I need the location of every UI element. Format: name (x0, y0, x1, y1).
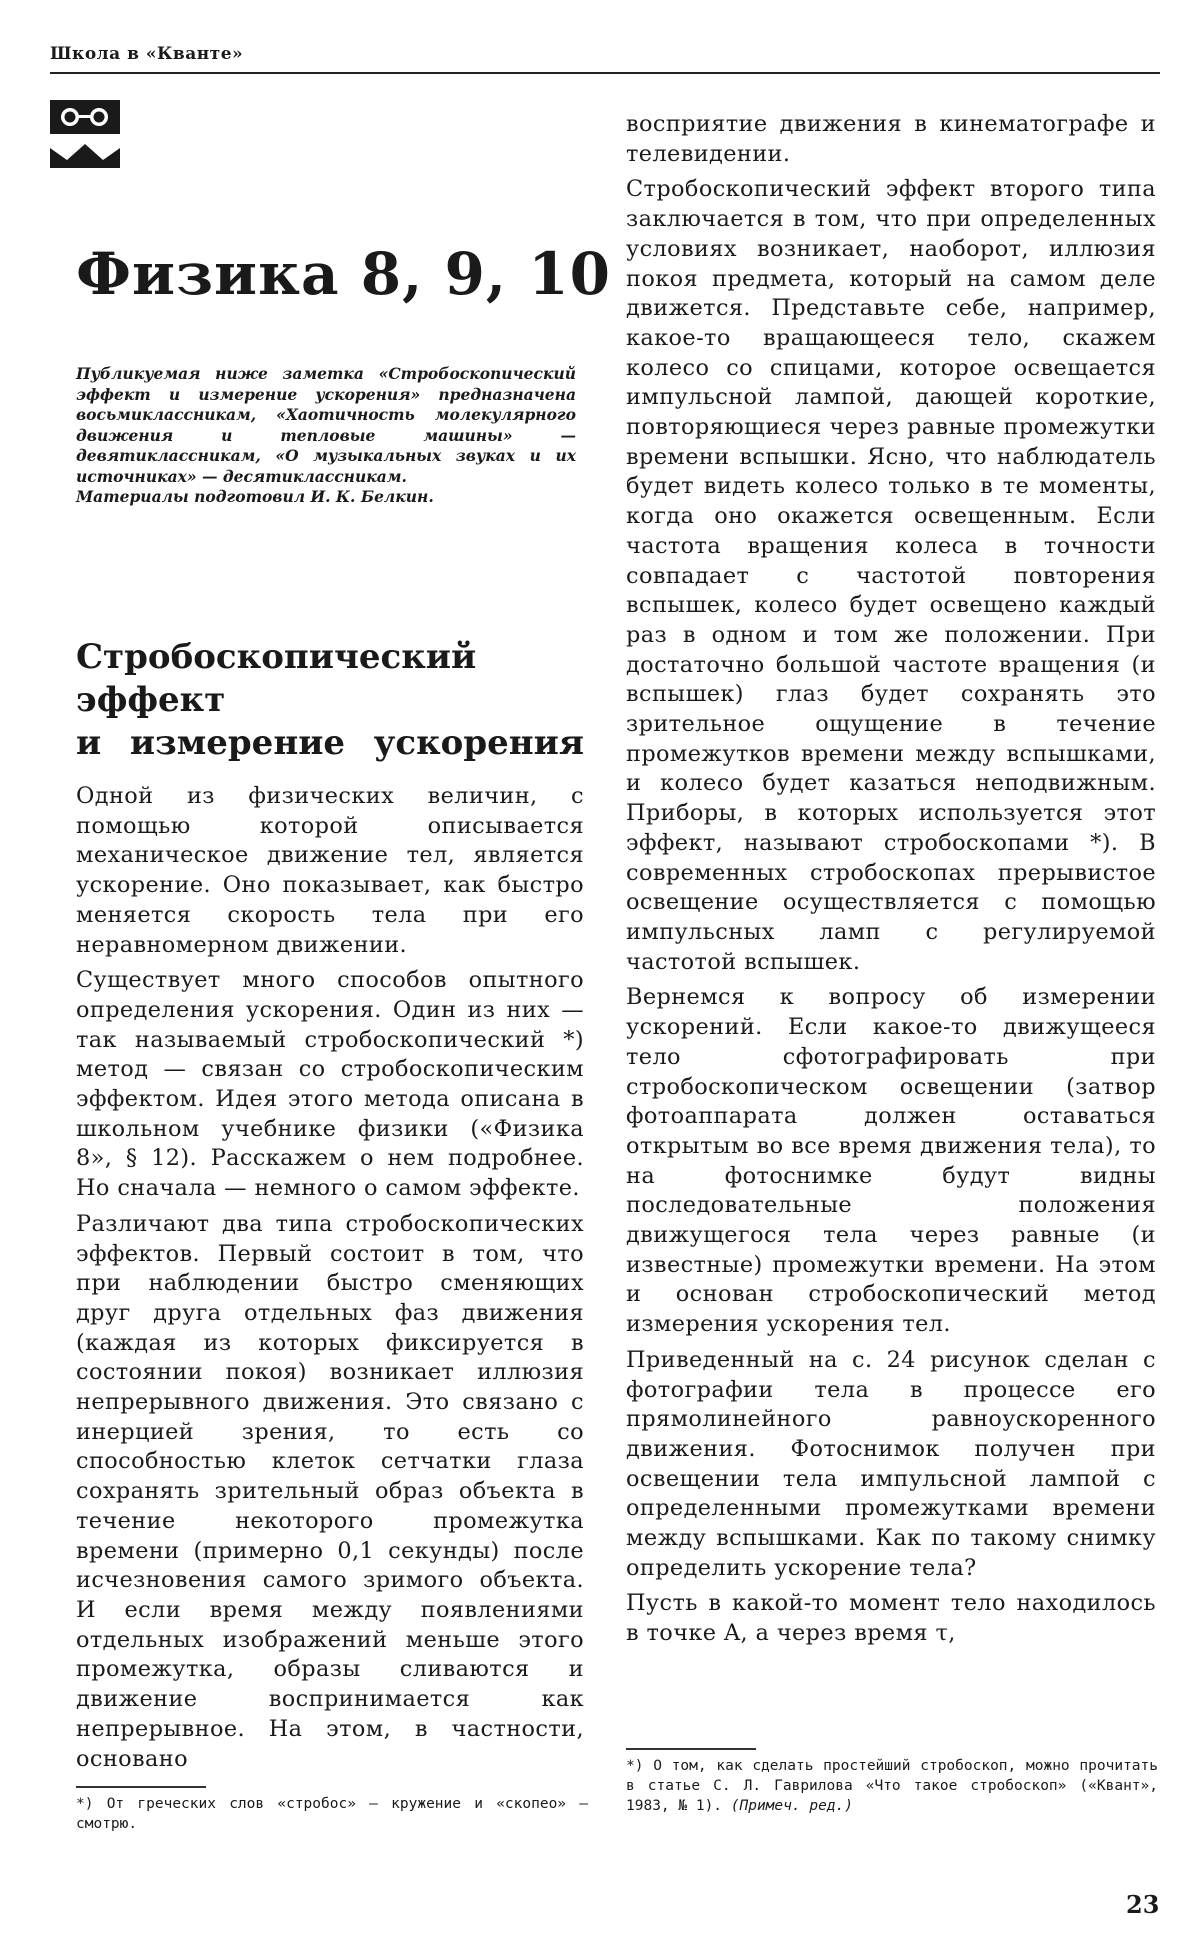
glasses-crown-icon (50, 98, 120, 170)
footnote-right (626, 1756, 1158, 1816)
paragraph: восприятие движения в кинематографе и телевидении. (626, 111, 1156, 167)
article-title-line-3: и измерение ускорения (76, 723, 584, 763)
footnote-left: *) От греческих слов «стробос» — кружение и «скопео» — смотрю. (76, 1796, 588, 1832)
footnote-right-text: *) О том, как сделать простейший стробоскоп, можно прочитать в статье С. Л. Гаврилова «Что такое стробоскоп» («Квант», 1983, № 1). (626, 1758, 1158, 1814)
intro-credit: Материалы подготовил И. К. Белкин. (76, 487, 434, 506)
paragraph: Пусть в какой-то момент тело находилось в точке A, а через время τ, (626, 1590, 1156, 1647)
footnote-rule-left (76, 1786, 206, 1788)
article-title (76, 636, 584, 765)
intro-note (76, 364, 576, 508)
article-title-line-2: эффект (76, 680, 226, 720)
running-header: Школа в «Кванте» (50, 44, 244, 64)
section-title: Физика 8, 9, 10 (76, 240, 611, 308)
right-column (626, 110, 1156, 1649)
page-number: 23 (1126, 1890, 1160, 1919)
paragraph: Вернемся к вопросу об измерении ускорений. Если какое-то движущееся тело сфотографировать при стробоскопическом освещении (затвор фотоаппарата должен оставаться открытым во все время движения тела), то на фотоснимке будут видны последовательные положения движущегося тела через равные (и известные) промежутки времени. На этом и основан стробоскопический метод измерения ускорения тел. (626, 984, 1156, 1338)
left-column (76, 782, 584, 1774)
footnote-right-editor-note: (Примеч. ред.) (730, 1798, 853, 1814)
footnote-rule-right (626, 1748, 756, 1750)
intro-text: Публикуемая ниже заметка «Стробоскопический эффект и измерение ускорения» предназначена восьмиклассникам, «Хаотичность молекулярного движения и тепловые машины» — девятиклассникам, «О музыкальных звуках и их источниках» — десятиклассникам. (76, 364, 576, 486)
paragraph: Существует много способов опытного определения ускорения. Один из них — так называемый стробоскопический *) метод — связан со стробоскопическим эффектом. Идея этого метода описана в школьном учебнике физики («Физика 8», § 12). Расскажем о нем подробнее. Но сначала — немного о самом эффекте. (76, 967, 584, 1202)
paragraph: Стробоскопический эффект второго типа заключается в том, что при определенных условиях возникает, наоборот, иллюзия покоя предмета, который на самом деле движется. Представьте себе, например, какое-то вращающееся тело, скажем колесо со спицами, которое освещается импульсной лампой, дающей короткие, повторяющиеся через равные промежутки времени вспышки. Ясно, что наблюдатель будет видеть колесо только в те моменты, когда оно окажется освещенным. Если частота вращения колеса в точности совпадает с частотой повторения вспышек, колесо будет освещено каждый раз в одном и том же положении. При достаточно большой частоте вращения (и вспышек) глаз будет сохранять это зрительное ощущение в течение промежутков времени между вспышками, и колесо будет казаться неподвижным. Приборы, в которых используется этот эффект, называют стробоскопами *). В современных стробоскопах прерывистое освещение осуществляется с помощью импульсных ламп с регулируемой частотой вспышек. (626, 176, 1156, 975)
paragraph: Приведенный на с. 24 рисунок сделан с фотографии тела в процессе его прямолинейного равноускоренного движения. Фотоснимок получен при освещении тела импульсной лампой с определенными промежутками времени между вспышками. Как по такому снимку определить ускорение тела? (626, 1346, 1156, 1581)
header-rule (50, 72, 1160, 74)
article-title-line-1: Стробоскопический (76, 637, 477, 677)
paragraph: Одной из физических величин, с помощью которой описывается механическое движение тел, является ускорение. Оно показывает, как быстро меняется скорость тела при его неравномерном движении. (76, 783, 584, 958)
paragraph: Различают два типа стробоскопических эффектов. Первый состоит в том, что при наблюдении быстро сменяющих друг друга отдельных фаз движения (каждая из которых фиксируется в состоянии покоя) возникает иллюзия непрерывного движения. Это связано с инерцией зрения, то есть со способностью клеток сетчатки глаза сохранять зрительный образ объекта в течение некоторого промежутка времени (примерно 0,1 секунды) после исчезновения самого зримого объекта. И если время между появлениями отдельных изображений меньше этого промежутка, образы сливаются и движение воспринимается как непрерывное. На этом, в частности, основано (76, 1210, 584, 1772)
